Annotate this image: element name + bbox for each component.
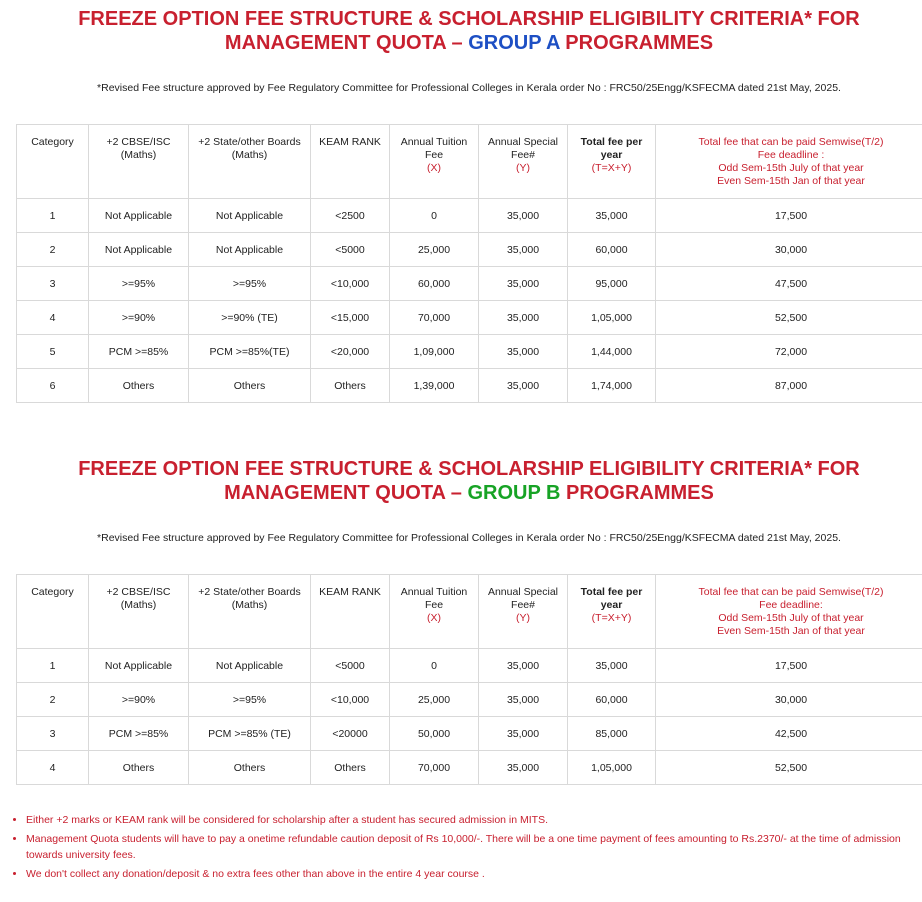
group-b-fee-table	[16, 574, 922, 785]
group-a-title	[0, 7, 922, 55]
table-cell: >=90%	[89, 683, 189, 717]
table-cell: 1,44,000	[568, 335, 656, 369]
table-cell: 47,500	[656, 267, 922, 301]
header-semwise	[656, 575, 922, 649]
table-row	[17, 751, 922, 785]
table-cell: 1,09,000	[390, 335, 479, 369]
table-cell: Not Applicable	[89, 233, 189, 267]
table-row	[17, 683, 922, 717]
table-cell: 50,000	[390, 717, 479, 751]
table-cell: 35,000	[479, 267, 568, 301]
table-row	[17, 267, 922, 301]
table-cell: 35,000	[479, 717, 568, 751]
header-text: Annual Tuition Fee	[400, 586, 468, 611]
header-text: Even Sem-15th Jan of that year	[717, 175, 865, 187]
table-cell: Others	[89, 751, 189, 785]
table-cell: >=95%	[189, 267, 311, 301]
table-row	[17, 649, 922, 683]
group-b-title-line1: FREEZE OPTION FEE STRUCTURE & SCHOLARSHIP ELIGIBILITY CRITERIA* FOR	[78, 458, 860, 480]
table-cell: 35,000	[479, 301, 568, 335]
header-text: Fee deadline:	[759, 599, 823, 611]
table-row	[17, 335, 922, 369]
table-cell: 60,000	[568, 233, 656, 267]
list-item: • Either +2 marks or KEAM rank will be considered for scholarship after a student has secured admission in MITS.	[26, 812, 922, 828]
group-a-header-row	[17, 125, 922, 199]
table-cell: 17,500	[656, 649, 922, 683]
header-state: +2 State/other Boards (Maths)	[189, 125, 311, 199]
table-row	[17, 199, 922, 233]
table-row	[17, 233, 922, 267]
table-cell: 1	[17, 199, 89, 233]
table-cell: Others	[311, 751, 390, 785]
table-cell: Not Applicable	[89, 199, 189, 233]
group-b-title-prefix: MANAGEMENT QUOTA –	[224, 482, 468, 504]
table-cell: 6	[17, 369, 89, 403]
table-cell: 2	[17, 683, 89, 717]
header-special	[479, 575, 568, 649]
table-cell: 52,500	[656, 301, 922, 335]
table-cell: 35,000	[479, 649, 568, 683]
table-cell: Others	[311, 369, 390, 403]
list-item: • Management Quota students will have to pay a onetime refundable caution deposit of Rs 10,000/-. There will be a one time payment of fees amounting to Rs.2370/- at the time of admission towards university fees.	[26, 831, 922, 863]
header-total	[568, 575, 656, 649]
header-state: +2 State/other Boards (Maths)	[189, 575, 311, 649]
table-cell: Not Applicable	[189, 649, 311, 683]
table-cell: Others	[89, 369, 189, 403]
group-a-title-line1: FREEZE OPTION FEE STRUCTURE & SCHOLARSHIP ELIGIBILITY CRITERIA* FOR	[78, 8, 860, 30]
table-cell: 35,000	[479, 369, 568, 403]
table-cell: Others	[189, 369, 311, 403]
table-cell: 0	[390, 649, 479, 683]
table-cell: 3	[17, 267, 89, 301]
header-text: Annual Special Fee#	[487, 136, 559, 161]
group-b-note: *Revised Fee structure approved by Fee Regulatory Committee for Professional Colleges in Kerala order No : FRC50/25Engg/KSFECMA dated 21st May, 2025.	[97, 532, 841, 544]
table-cell: 35,000	[479, 335, 568, 369]
table-cell: 35,000	[568, 199, 656, 233]
table-cell: Not Applicable	[89, 649, 189, 683]
table-cell: 70,000	[390, 751, 479, 785]
table-cell: >=90%	[89, 301, 189, 335]
table-cell: 1,39,000	[390, 369, 479, 403]
table-cell: <2500	[311, 199, 390, 233]
table-cell: <20,000	[311, 335, 390, 369]
header-tuition	[390, 125, 479, 199]
list-item: • We don't collect any donation/deposit & no extra fees other than above in the entire 4 year course .	[26, 866, 922, 882]
header-text: (X)	[427, 162, 441, 174]
table-cell: 0	[390, 199, 479, 233]
table-cell: 42,500	[656, 717, 922, 751]
table-cell: <10,000	[311, 267, 390, 301]
table-cell: 35,000	[568, 649, 656, 683]
table-cell: >=95%	[89, 267, 189, 301]
group-a-fee-table	[16, 124, 922, 403]
table-cell: 17,500	[656, 199, 922, 233]
group-a-note: *Revised Fee structure approved by Fee Regulatory Committee for Professional Colleges in Kerala order No : FRC50/25Engg/KSFECMA dated 21st May, 2025.	[97, 82, 841, 94]
header-text: Even Sem-15th Jan of that year	[717, 625, 865, 637]
table-cell: >=90% (TE)	[189, 301, 311, 335]
table-cell: 30,000	[656, 233, 922, 267]
group-a-title-suffix: PROGRAMMES	[559, 32, 714, 54]
header-keam: KEAM RANK	[311, 575, 390, 649]
table-cell: Not Applicable	[189, 199, 311, 233]
table-cell: PCM >=85%	[89, 335, 189, 369]
header-cbse: +2 CBSE/ISC (Maths)	[89, 125, 189, 199]
table-row	[17, 369, 922, 403]
header-text: Annual Tuition Fee	[400, 136, 468, 161]
header-cbse: +2 CBSE/ISC (Maths)	[89, 575, 189, 649]
header-text: (Y)	[516, 612, 530, 624]
header-text: (T=X+Y)	[591, 612, 632, 624]
table-cell: <20000	[311, 717, 390, 751]
group-a-label: GROUP A	[468, 32, 560, 54]
table-cell: 30,000	[656, 683, 922, 717]
table-cell: 60,000	[568, 683, 656, 717]
header-text: (T=X+Y)	[591, 162, 632, 174]
table-cell: PCM >=85%	[89, 717, 189, 751]
header-text: Annual Special Fee#	[487, 586, 559, 611]
header-text: Odd Sem-15th July of that year	[718, 612, 864, 624]
table-cell: 1,74,000	[568, 369, 656, 403]
table-cell: 35,000	[479, 199, 568, 233]
table-cell: >=95%	[189, 683, 311, 717]
table-cell: 72,000	[656, 335, 922, 369]
group-b-title	[0, 457, 922, 505]
header-tuition	[390, 575, 479, 649]
header-text: Odd Sem-15th July of that year	[718, 162, 864, 174]
group-b-title-suffix: PROGRAMMES	[560, 482, 714, 504]
table-cell: PCM >=85%(TE)	[189, 335, 311, 369]
table-cell: 85,000	[568, 717, 656, 751]
header-keam: KEAM RANK	[311, 125, 390, 199]
header-category: Category	[17, 125, 89, 199]
header-total	[568, 125, 656, 199]
group-b-header-row	[17, 575, 922, 649]
header-text: Total fee that can be paid Semwise(T/2)	[698, 586, 884, 598]
table-cell: Others	[189, 751, 311, 785]
table-cell: Not Applicable	[189, 233, 311, 267]
table-cell: 87,000	[656, 369, 922, 403]
table-cell: 25,000	[390, 683, 479, 717]
table-cell: 25,000	[390, 233, 479, 267]
table-cell: 1,05,000	[568, 751, 656, 785]
header-semwise	[656, 125, 922, 199]
group-a-title-prefix: MANAGEMENT QUOTA –	[224, 32, 469, 54]
table-cell: 4	[17, 301, 89, 335]
header-text: Total fee per year	[580, 586, 643, 611]
table-cell: 70,000	[390, 301, 479, 335]
table-cell: <15,000	[311, 301, 390, 335]
table-cell: 3	[17, 717, 89, 751]
header-category: Category	[17, 575, 89, 649]
table-cell: PCM >=85% (TE)	[189, 717, 311, 751]
header-text: (X)	[427, 612, 441, 624]
table-row	[17, 301, 922, 335]
table-cell: <5000	[311, 233, 390, 267]
header-text: Fee deadline :	[757, 149, 825, 161]
table-cell: 4	[17, 751, 89, 785]
table-cell: 52,500	[656, 751, 922, 785]
table-cell: 95,000	[568, 267, 656, 301]
table-cell: 35,000	[479, 233, 568, 267]
table-cell: 1	[17, 649, 89, 683]
table-cell: <10,000	[311, 683, 390, 717]
header-text: Total fee per year	[580, 136, 643, 161]
table-cell: 35,000	[479, 683, 568, 717]
table-cell: 2	[17, 233, 89, 267]
group-b-label: GROUP B	[467, 482, 561, 504]
header-special	[479, 125, 568, 199]
table-cell: 5	[17, 335, 89, 369]
table-cell: <5000	[311, 649, 390, 683]
header-text: (Y)	[516, 162, 530, 174]
notes-list	[10, 812, 922, 885]
header-text: Total fee that can be paid Semwise(T/2)	[698, 136, 884, 148]
table-row	[17, 717, 922, 751]
table-cell: 1,05,000	[568, 301, 656, 335]
table-cell: 60,000	[390, 267, 479, 301]
table-cell: 35,000	[479, 751, 568, 785]
